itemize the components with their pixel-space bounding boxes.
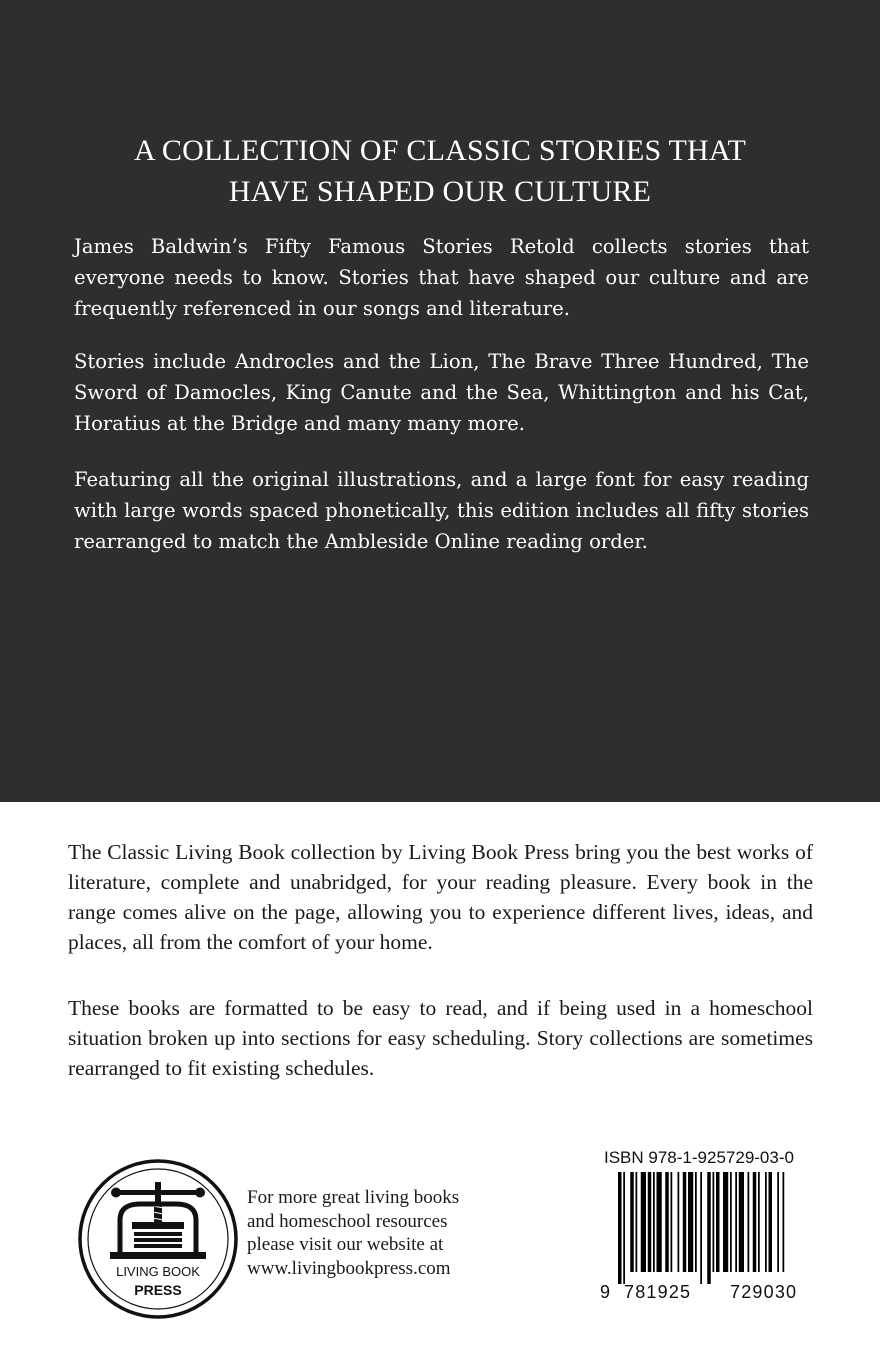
collection-paragraph-2: These books are formatted to be easy to read, and if being used in a homeschool situation broken up into sections for easy scheduling. Story collections are sometimes rearranged to fit existing schedules. <box>68 996 813 1080</box>
promo-line-3: please visit our website at <box>247 1234 444 1255</box>
barcode-bar <box>753 1172 757 1272</box>
barcode-bar <box>653 1172 655 1272</box>
barcode-bar <box>765 1172 767 1272</box>
description-paragraph-3: Featuring all the original illustrations, and a large font for easy reading with large words spaced phonetically, this edition includes all fifty stories rearranged to match the Ambleside Online reading order. <box>74 468 809 553</box>
barcode-bar <box>783 1172 785 1272</box>
barcode-bar <box>700 1172 702 1284</box>
barcode-bar <box>723 1172 728 1272</box>
description-paragraph-1: James Baldwin’s Fifty Famous Stories Retold collects stories that everyone needs to know. Stories that have shaped our culture and are frequently referenced in our songs and literature. <box>74 235 809 320</box>
isbn-barcode <box>596 1148 844 1328</box>
book-press-icon <box>78 1146 238 1332</box>
headline-line-1: A COLLECTION OF CLASSIC STORIES THAT <box>134 134 746 167</box>
description-paragraph-2: Stories include Androcles and the Lion, The Brave Three Hundred, The Sword of Damocles, King Canute and the Sea, Whittington and his Cat, Horatius at the Bridge and many many more. <box>74 350 809 435</box>
barcode-bar <box>758 1172 760 1272</box>
barcode-right-digits: 729030 <box>730 1282 798 1302</box>
barcode-bar <box>707 1172 711 1284</box>
website-promo <box>247 1186 507 1280</box>
barcode-bar <box>618 1172 622 1284</box>
barcode-bar <box>716 1172 720 1272</box>
barcode-bar <box>688 1172 693 1272</box>
cover-headline <box>40 130 840 212</box>
barcode-bar <box>636 1172 638 1272</box>
promo-line-1: For more great living books <box>247 1187 460 1208</box>
isbn-label: ISBN 978-1-925729-03-0 <box>604 1148 794 1167</box>
promo-line-4: www.livingbookpress.com <box>247 1257 451 1279</box>
barcode-bar <box>748 1172 750 1272</box>
barcode-first-digit: 9 <box>600 1282 612 1302</box>
barcode-bar <box>695 1172 697 1272</box>
barcode-bar <box>641 1172 646 1272</box>
barcode-bar <box>665 1172 669 1272</box>
barcode-bar <box>648 1172 652 1272</box>
barcode-bar <box>671 1172 673 1272</box>
barcode-bar <box>769 1172 773 1272</box>
barcode-bar <box>739 1172 744 1272</box>
logo-text-press: PRESS <box>134 1282 182 1298</box>
barcode-bar <box>683 1172 687 1272</box>
barcode-bar <box>623 1172 625 1284</box>
promo-line-2: and homeschool resources <box>247 1210 448 1232</box>
barcode-bar <box>730 1172 732 1272</box>
barcode-bar <box>777 1172 779 1272</box>
collection-paragraph-1: The Classic Living Book collection by Living Book Press bring you the best works of literature, complete and unabridged, for your reading pleasure. Every book in the range comes alive on the page, allowing you to experience different lives, ideas, and places, all from the comfort of your home. <box>68 840 813 954</box>
barcode-bar <box>735 1172 737 1272</box>
barcode-bar <box>678 1172 680 1272</box>
barcode-bar <box>713 1172 715 1272</box>
barcode-bar <box>657 1172 662 1272</box>
logo-text-living-book: LIVING BOOK <box>116 1264 200 1279</box>
barcode-bars-icon <box>596 1172 844 1284</box>
publisher-logo <box>78 1146 238 1332</box>
barcode-left-digits: 781925 <box>624 1282 692 1302</box>
barcode-bar <box>630 1172 634 1272</box>
headline-line-2: HAVE SHAPED OUR CULTURE <box>228 175 652 208</box>
